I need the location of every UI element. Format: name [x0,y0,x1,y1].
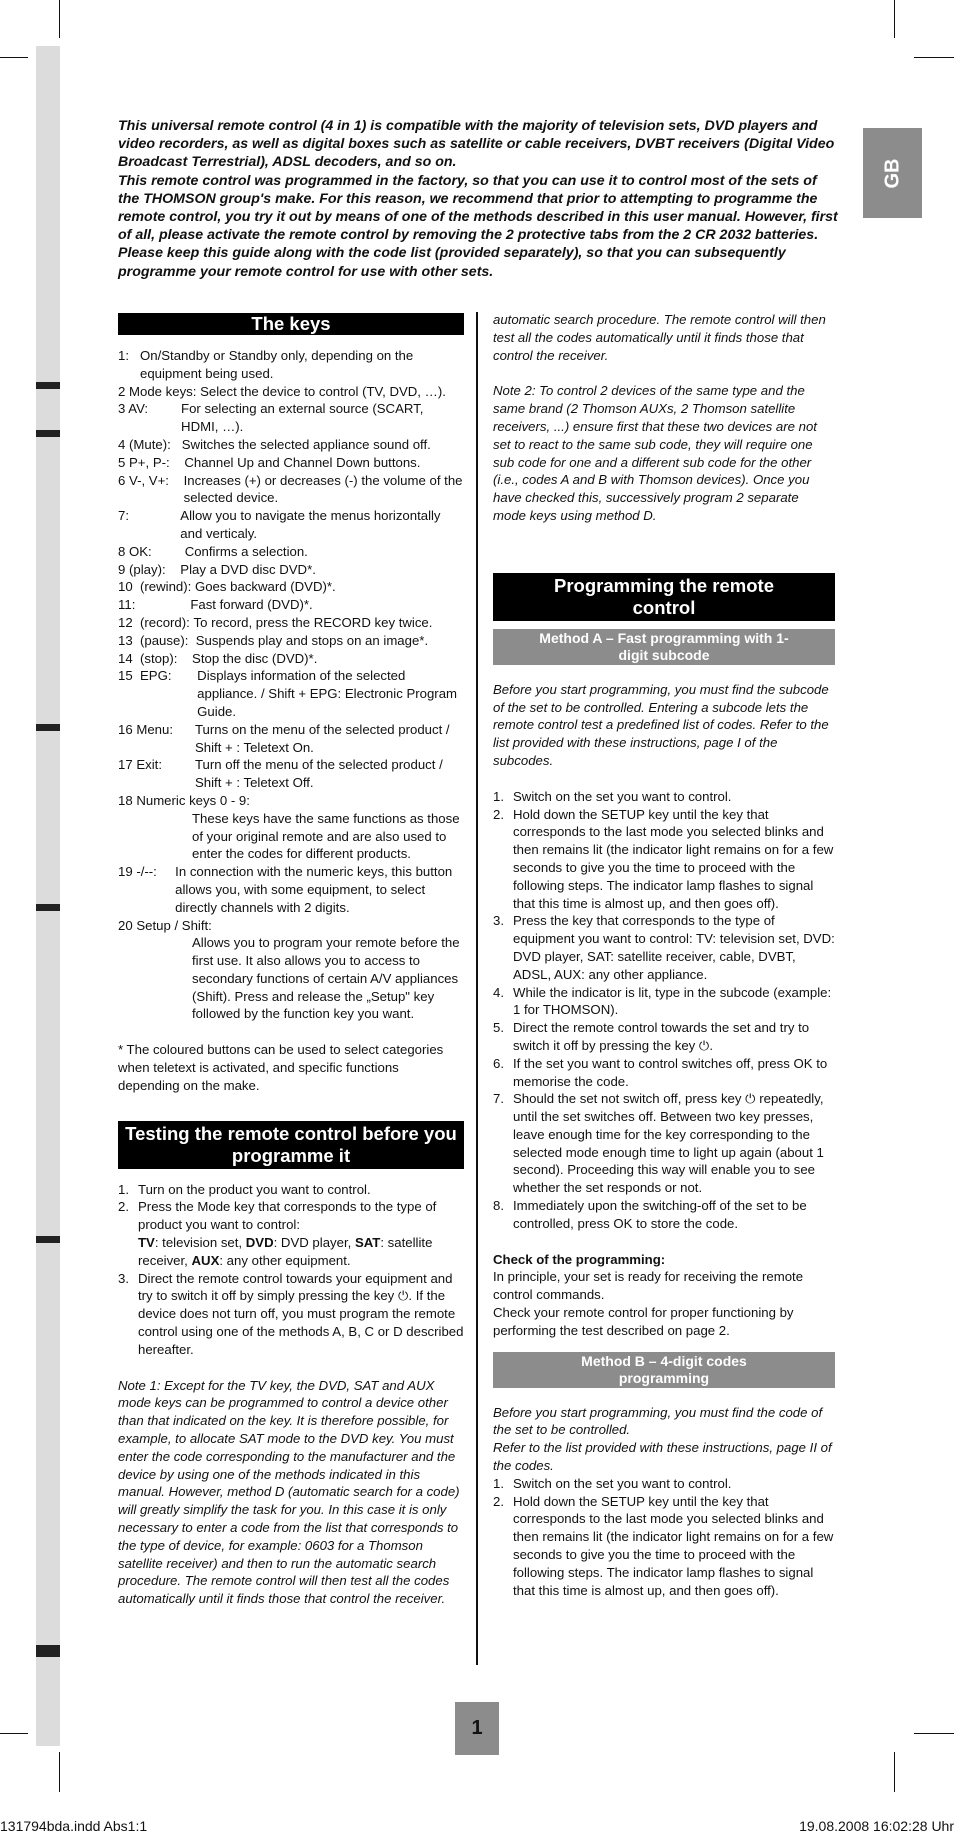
column-divider [476,312,478,1665]
key-item [118,400,464,436]
key-item [118,756,464,792]
note-1: Note 1: Except for the TV key, the DVD, SAT and AUX mode keys can be programmed to control a device other than that indicated on the key. It is therefore possible, for example, to allocate SAT mode to the DVD key. You must enter the code corresponding to the manufacturer and the device by using one of the methods indicated in this manual. However, method D (automatic search for a code) will greatly simplify the task for you. In this case it is only necessary to enter a code from the list that corresponds to the type of device, for example: 0603 for a Thomson satellite receiver) and then to run the automatic search procedure. The remote control will then test all the codes automatically until it finds those that control the receiver. [118,1377,460,1607]
key-desc: Channel Up and Channel Down buttons. [184,454,421,470]
key-item [118,383,464,401]
key-item [118,578,464,596]
testing-step-2: Press the Mode key that corresponds to the type of product you want to control: [138,1199,437,1233]
step-text: Should the set not switch off, press key ⏻ repeatedly, until the set switches off. Between two key presses, leave enough time for the key corresponding to the selected mode enough time to light up again (about 1 second). Proceeding this way will enable you to see whether the set responds or not. [513,1091,824,1196]
key-item [118,472,464,508]
key-desc: In connection with the numeric keys, this button allows you, with some equipment, to select directly channels with 2 digits. [175,864,453,915]
list-item: 6. If the set you want to control switches off, press OK to memorise the code. [493,1055,835,1091]
testing-heading: Testing the remote control before you programme it [118,1121,464,1169]
key-item [118,507,464,543]
margin-tick [36,724,60,731]
check-text-1: In principle, your set is ready for receiving the remote control commands. [493,1269,804,1303]
power-icon: ⏻ [397,1288,409,1304]
key-label: 10 (rewind): [118,579,195,595]
step-text: Immediately upon the switching-off of the set to be controlled, press OK to store the code. [513,1198,807,1231]
key-label: 16 Menu: [118,721,195,737]
method-a-heading: Method A – Fast programming with 1-digit subcode [493,629,835,665]
key-desc: Increases (+) or decreases (-) the volume of the selected device. [183,472,463,506]
key-desc: For selecting an external source (SCART, HDMI, …). [181,401,424,435]
step-text: Switch on the set you want to control. [513,788,732,804]
key-label: 9 (play): [118,561,181,577]
key-label: 8 OK: [118,543,185,559]
intro-text [118,117,838,281]
step-text: Hold down the SETUP key until the key that corresponds to the last mode you selected blinks and then remains lit (the indicator light remains on for a few seconds to give you the time to proceed with the following steps. The indicator lamp flashes to signal that this time is almost up, and then goes off). [513,1493,834,1598]
crop-mark [914,1733,954,1734]
key-item [118,436,464,454]
method-b-steps [493,1475,835,1600]
step-text: While the indicator is lit, type in the subcode (example: 1 for THOMSON). [513,984,832,1018]
crop-mark [894,0,895,38]
crop-mark [59,0,60,38]
key-desc: Goes backward (DVD)*. [194,579,336,595]
key-label: 6 V-, V+: [118,472,184,488]
step-text: Switch on the set you want to control. [513,1475,732,1491]
key-label: 5 P+, P-: [118,454,185,470]
right-column [493,311,835,1599]
step-text: Hold down the SETUP key until the key that corresponds to the last mode you selected blinks and then remains lit (the indicator light remains on for a few seconds to give you the time to proceed with the following steps. The indicator lamp flashes to signal that this time is almost up, and then goes off). [513,806,834,911]
note-1-continued: automatic search procedure. The remote control will then test all the codes automatically until it finds those that control the receiver. [493,312,826,363]
crop-mark [894,1752,895,1792]
key-item [118,863,464,916]
check-text-2: Check your remote control for proper functioning by performing the test described on page 2. [493,1305,794,1338]
margin-tick [36,382,60,389]
key-desc: Stop the disc (DVD)*. [192,650,318,666]
crop-mark [59,1752,60,1792]
setup-key-desc: Allows you to program your remote before the first use. It also allows you to access to secondary functions of certain A/V appliances (Shift). Press and release the „Setup" key followed by the function key you want. [192,935,460,1022]
key-desc: Suspends play and stops on an image*. [195,632,429,648]
key-desc: Turn off the menu of the selected product / Shift + : Teletext Off. [194,757,443,791]
intro-paragraph: This universal remote control (4 in 1) is compatible with the majority of television sets, DVD players and video recorders, as well as digital boxes such as satellite or cable receivers, DVBT receivers (Digital Video Broadcast Terrestrial), ADSL decoders, and so on. [118,118,835,171]
language-tab [863,128,922,218]
key-label: 14 (stop): [118,650,193,666]
crop-mark [0,57,28,58]
testing-step-3: Direct the remote control towards your equipment and try to switch it off by simply pressing the key [138,1270,453,1304]
margin-strip [36,46,60,1746]
key-desc: Select the device to control (TV, DVD, …). [200,383,446,399]
list-item: 8. Immediately upon the switching-off of the set to be controlled, press OK to store the code. [493,1197,835,1233]
margin-tick [36,1645,60,1657]
key-item [118,347,464,383]
programming-heading: Programming the remote control [493,573,835,621]
list-item: 1. Switch on the set you want to control. [493,1475,835,1493]
key-label: 7: [118,508,181,524]
list-item: 4. While the indicator is lit, type in the subcode (example: 1 for THOMSON). [493,984,835,1020]
key-desc: Allow you to navigate the menus horizontally and verticaly. [180,508,441,541]
key-desc: To record, press the RECORD key twice. [193,614,433,630]
method-b-intro-2: Refer to the list provided with these instructions, page II of the codes. [493,1440,832,1474]
key-desc: Switches the selected appliance sound off. [181,436,431,452]
key-desc: Displays information of the selected appliance. / Shift + EPG: Electronic Program Guide. [197,668,458,719]
key-label: 17 Exit: [118,757,195,773]
key-item [118,543,464,561]
language-tab-label: GB [881,158,903,188]
page-number: 1 [455,1702,499,1755]
intro-paragraph: Please keep this guide along with the code list (provided separately), so that you can subsequently programme your remote control for use with other sets. [118,245,786,280]
key-item [118,454,464,472]
intro-paragraph: This remote control was programmed in the factory, so that you can use it to control most of the sets of the THOMSON group's make. For this reason, we recommend that prior to attempting to programme the remote control, you try it out by means of one of the methods described in this user manual. However, first of all, please activate the remote control by removing the 2 protective tabs from the 2 CR 2032 batteries. [118,172,838,244]
list-item: 1. Turn on the product you want to control. [118,1181,464,1199]
key-label: 11: [118,597,191,613]
method-a-steps [493,788,835,1233]
step-text: Direct the remote control towards the set and try to switch it off by pressing the key ⏻. [513,1020,810,1053]
key-item [118,632,464,650]
footer-file-info: 131794bda.indd Abs1:1 [0,1818,148,1834]
testing-step-1: Turn on the product you want to control. [138,1181,371,1197]
margin-tick [36,904,60,911]
list-item: 2. Press the Mode key that corresponds to the type of product you want to control: TV: television set, DVD: DVD player, SAT: satellite receiver, AUX: any other equipment. [118,1199,437,1268]
list-item: 1. Switch on the set you want to control. [493,788,835,806]
key-item [118,667,464,720]
crop-mark [914,57,954,58]
numeric-keys-desc: These keys have the same functions as those of your original remote and are also used to enter the codes for different products. [192,810,460,862]
key-desc: On/Standby or Standby only, depending on the equipment being used. [140,348,414,381]
key-item [118,596,464,614]
method-a-intro: Before you start programming, you must find the subcode of the set to be controlled. Entering a subcode lets the remote control test a predefined list of codes. Refer to the list provided with these instructions, page I of the subcodes. [493,681,829,768]
list-item: 3. Press the key that corresponds to the type of equipment you want to control: TV: television set, DVD: DVD player, SAT: satellite receiver, cable, DVBT, ADSL, AUX: any other appliance. [493,913,835,982]
note-2: Note 2: To control 2 devices of the same type and the same brand (2 Thomson AUXs, 2 Thomson satellite receivers, ...) ensure first that these two devices are not set to react to the same sub code, they will require one sub code for one and a different sub code for the other (i.e., codes A and B with Thomson devices). Once you have checked this, successively program 2 separate mode keys using method D. [493,383,817,523]
key-label: 4 (Mute): [118,436,182,452]
keys-list [118,347,464,792]
margin-tick [36,430,60,437]
margin-tick [36,1236,60,1243]
coloured-buttons-footnote: * The coloured buttons can be used to select categories when teletext is activated, and specific functions depending on the make. [118,1042,444,1093]
key-label: 2 Mode keys: [118,383,201,399]
list-item: 2. Hold down the SETUP key until the key that corresponds to the last mode you selected blinks and then remains lit (the indicator light remains on for a few seconds to give you the time to proceed with the following steps. The indicator lamp flashes to signal that this time is almost up, and then goes off). [493,806,834,911]
step-text: If the set you want to control switches off, press OK to memorise the code. [513,1055,828,1089]
left-column [118,313,464,1607]
list-item: 3. Direct the remote control towards your equipment and try to switch it off by simply pressing the key ⏻. If the device does not turn off, you must program the remote control using one of the methods A, B, C or D described hereafter. [118,1270,464,1357]
check-title: Check of the programming: [493,1251,666,1267]
list-item: 2. Hold down the SETUP key until the key that corresponds to the last mode you selected blinks and then remains lit (the indicator light remains on for a few seconds to give you the time to proceed with the following steps. The indicator lamp flashes to signal that this time is almost up, and then goes off). [493,1493,834,1598]
key-desc: Turns on the menu of the selected product / Shift + : Teletext On. [194,721,450,755]
list-item: 7. Should the set not switch off, press key ⏻ repeatedly, until the set switches off. Between two key presses, leave enough time for the key corresponding to the selected mode enough time to light up again (about 1 second). Proceeding this way will enable you to see whether the set responds or not. [493,1090,835,1197]
key-label: 13 (pause): [118,632,196,648]
key-item [118,614,464,632]
method-b-heading: Method B – 4-digit codes programming [493,1352,835,1388]
footer-timestamp: 19.08.2008 16:02:28 Uhr [799,1818,954,1834]
crop-mark [0,1733,28,1734]
key-item [118,721,464,757]
key-label: 12 (record): [118,614,194,630]
key-desc: Confirms a selection. [184,543,308,559]
list-item: 5. Direct the remote control towards the set and try to switch it off by pressing the key ⏻. [493,1019,835,1055]
key-item [118,650,464,668]
numeric-keys-label: 18 Numeric keys 0 - 9: [118,792,250,808]
method-b-intro-1: Before you start programming, you must find the code of the set to be controlled. [493,1404,823,1438]
key-label: 3 AV: [118,401,182,417]
keys-heading: The keys [118,313,464,335]
step-text: Press the key that corresponds to the type of equipment you want to control: TV: television set, DVD: DVD player, SAT: satellite receiver, cable, DVBT, ADSL, AUX: any other appliance. [513,913,835,982]
key-desc: Fast forward (DVD)*. [190,597,313,613]
setup-key-label: 20 Setup / Shift: [118,917,212,933]
key-desc: Play a DVD disc DVD*. [180,561,316,577]
key-label: 15 EPG: [118,668,198,684]
key-item [118,561,464,579]
key-label: 1: [118,348,140,363]
key-label: 19 -/--: [118,864,176,880]
